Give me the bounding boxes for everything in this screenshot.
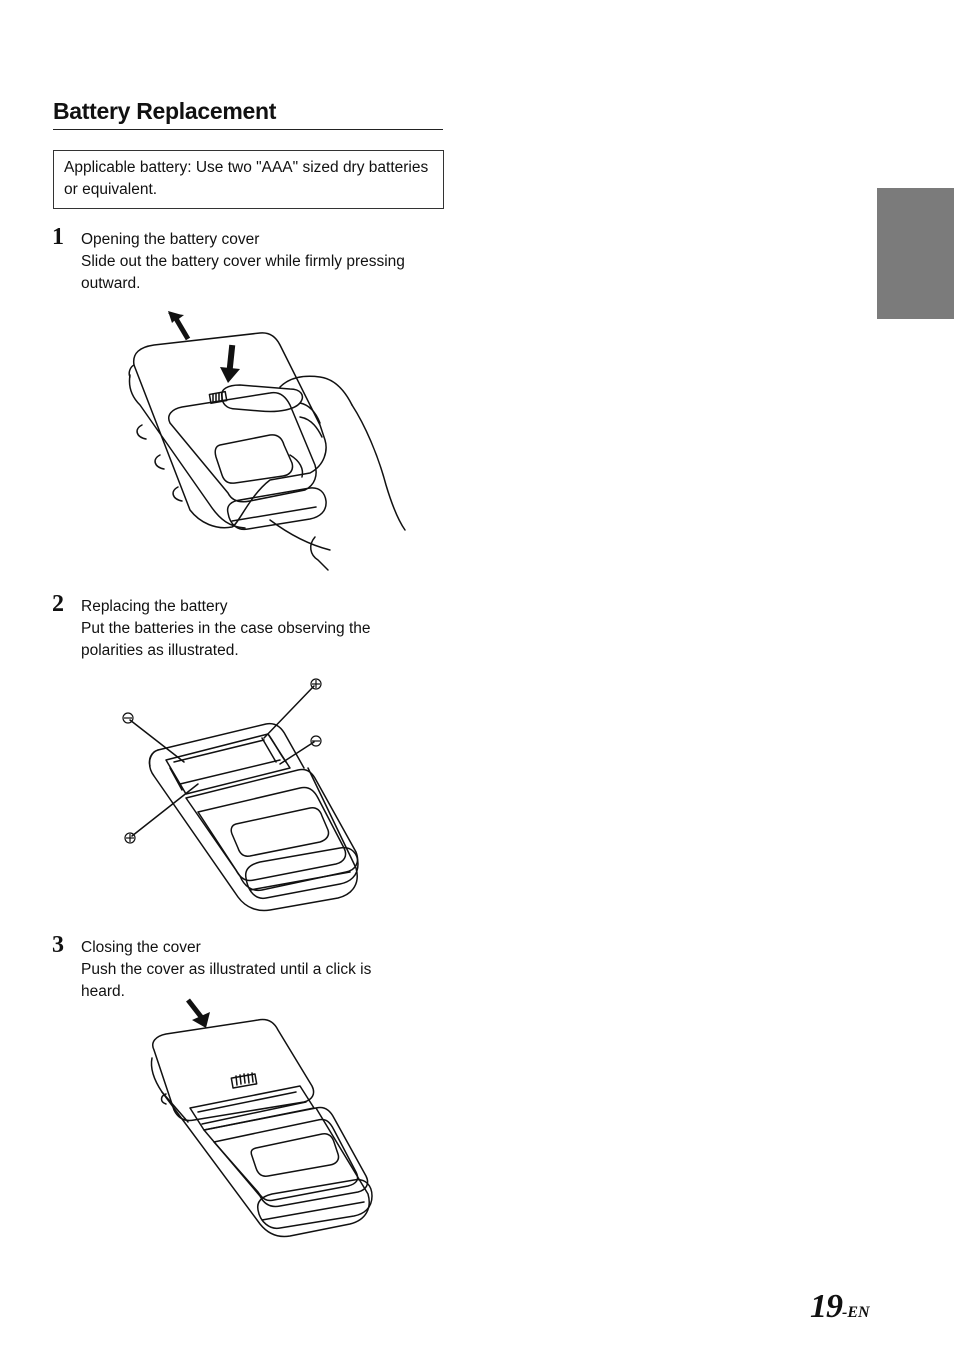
step-1-number: 1 — [52, 224, 64, 250]
step-3-body: Push the cover as illustrated until a click is heard. — [81, 961, 372, 1000]
step-3-heading: Closing the cover — [81, 939, 201, 956]
step-2-heading: Replacing the battery — [81, 598, 228, 615]
step-2-number: 2 — [52, 591, 64, 617]
step-1-body: Slide out the battery cover while firmly pressing outward. — [81, 253, 405, 292]
step-3-text — [81, 937, 451, 1003]
step-2-body: Put the batteries in the case observing the polarities as illustrated. — [81, 620, 371, 659]
battery-note-box: Applicable battery: Use two "AAA" sized dry batteries or equivalent. — [53, 150, 444, 209]
step-1-text — [81, 229, 451, 295]
closing-cover-illustration — [140, 996, 380, 1241]
section-title: Battery Replacement — [53, 98, 443, 130]
chapter-side-tab — [877, 188, 954, 319]
step-2-text — [81, 596, 451, 662]
page-number-value: 19 — [810, 1288, 842, 1325]
page-number — [810, 1288, 870, 1326]
opening-cover-illustration — [120, 305, 420, 577]
replacing-battery-illustration — [118, 672, 368, 917]
step-1-heading: Opening the battery cover — [81, 231, 260, 248]
step-3-number: 3 — [52, 932, 64, 958]
page-number-suffix: -EN — [842, 1304, 870, 1321]
